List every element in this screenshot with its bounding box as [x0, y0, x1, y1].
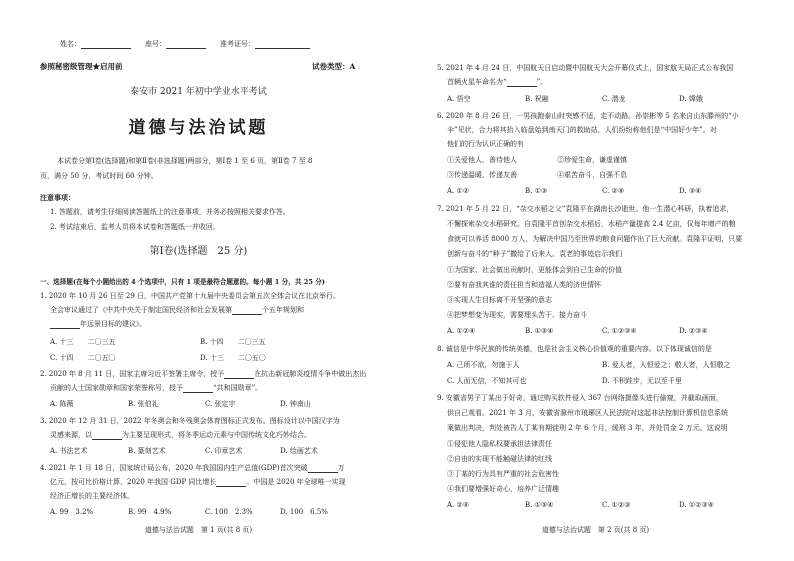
q3-text-a: 灵感来源，以 [50, 431, 92, 439]
q2-option-a[interactable]: A. 陈薇 [50, 400, 74, 408]
q4-text-d: 。中国是 2020 年全球唯一实现 [246, 478, 346, 486]
q5-option-c[interactable]: C. 潜龙 [602, 95, 626, 103]
q1-line-3 [50, 320, 147, 329]
q9-line-3: 案做出判决，判处被告人丁某有期徒刑 2 年 6 个月，缓刑 3 年，并处罚金 2 万元。这说明 [447, 424, 728, 432]
q6-option-c[interactable]: C. ②④ [602, 187, 625, 195]
q5-option-a[interactable]: A. 悟空 [447, 95, 471, 103]
q2-blank-2 [183, 385, 213, 393]
q9-item-1: ①侵犯他人隐私权要承担法律责任 [447, 440, 552, 448]
q1-text-a: 全会审议通过了《中共中央关于制定国民经济和社会发展第 [50, 306, 232, 314]
page-2-footer: 道德与法治试题 第 2 页(共 8 页) [541, 526, 650, 534]
notes-heading: 注意事项： [40, 193, 75, 202]
q7-option-b[interactable]: B. ①③④ [525, 327, 554, 335]
q6-item-1: ①关爱他人，善待他人 [447, 156, 517, 164]
name-label: 姓名： [60, 40, 81, 48]
q3-line-1: 3. 2020 年 12 月 31 日，2022 年冬奥会和冬残奥会体育图标正式发布。图标设计以中国汉字为 [40, 417, 340, 425]
exam-no-blank [255, 41, 310, 49]
q7-item-4: ④把梦想变为现实，需要埋头苦干、接力奋斗 [447, 311, 587, 319]
q8-option-d[interactable]: D. 不积跬步，无以至千里 [602, 377, 682, 385]
q9-item-4: ④我们要增强好奇心，培养广泛情趣 [447, 485, 559, 493]
exam-no-label: 准考证号： [220, 40, 255, 48]
q6-option-a[interactable]: A. ①② [447, 187, 470, 195]
q7-item-1: ①为国家、社会做出贡献时，更能体会到自己生命的价值 [447, 266, 622, 274]
q3-option-c[interactable]: C. 印章艺术 [205, 447, 243, 455]
q2-option-c[interactable]: C. 张定宇 [205, 400, 236, 408]
q9-option-a[interactable]: A. ②④ [447, 501, 470, 509]
q5-text-b: ”。 [536, 78, 548, 86]
q9-option-c[interactable]: C. ①②③ [602, 501, 631, 509]
q6-line-3: 他们的行为认识正确的有 [447, 140, 524, 148]
q2-text-c: 贡献的人士国家勋章和国家荣誉称号，授予 [50, 384, 183, 392]
q9-line-1: 9. 安徽省男子丁某出于好奇，通过购买软件侵入 367 台网络摄像头进行偷窥，并截取画面， [437, 394, 723, 402]
q1-option-a[interactable]: A. 十三 二〇三五 [50, 338, 116, 346]
q3-option-b[interactable]: B. 篆刻艺术 [128, 447, 166, 455]
seat-blank [166, 41, 206, 49]
q1-blank-2 [50, 321, 80, 329]
q1-option-b[interactable]: B. 十四 二〇三五 [200, 338, 266, 346]
q6-item-2: ②珍爱生命，谦虚谨慎 [557, 156, 627, 164]
q2-line-1 [40, 370, 366, 379]
q9-option-b[interactable]: B. ①③④ [525, 501, 554, 509]
q1-text-c: 年远景目标的建议》。 [80, 320, 147, 328]
q5-option-d[interactable]: D. 嫦娥 [679, 95, 703, 103]
q2-text-b: 在抗击新冠肺炎疫情斗争中做出杰出 [254, 370, 367, 378]
q7-option-d[interactable]: D. ②③④ [679, 327, 708, 335]
q6-line-2: 伞”见状，合力将其抬入临盘始到南天门的救助站，人们纷纷称他们是“中国好少年”。对 [447, 126, 717, 134]
q7-item-3: ③实现人生目标离不开坚强的意志 [447, 296, 552, 304]
note-1: 1. 答题前，请考生仔细阅读答题纸上的注意事项，并务必按照相关要求作答。 [50, 208, 290, 216]
q3-blank [92, 432, 122, 440]
q7-line-1: 7. 2021 年 5 月 22 日，“杂交水稻之父”袁隆平在湖南长沙逝世。他一生潜心科研，执着追求， [437, 205, 734, 213]
q4-option-a[interactable]: A. 99 3.2% [50, 508, 94, 516]
q9-item-2: ②自由的实现不能触碰法律的红线 [447, 455, 552, 463]
q7-option-c[interactable]: C. ①②③④ [602, 327, 637, 335]
q7-option-a[interactable]: A. ①②④ [447, 327, 476, 335]
q5-line-2 [447, 78, 547, 87]
q9-line-2: 供自己观看。2021 年 3 月，安徽省滁州市琅琊区人民法院对这起非法控制计算机信息系统 [447, 409, 728, 417]
header-fields [60, 40, 310, 49]
q2-text-a: 2. 2020 年 8 月 11 日，国家主席习近平签署主席令，授予 [40, 370, 225, 378]
q5-line-1: 5. 2021 年 4 月 24 日，中国航天日启动暨中国航天大会开幕仪式上，国家航天局正式公布我国 [437, 64, 734, 72]
q6-item-4: ④艰苦奋斗，自强不息 [557, 171, 627, 179]
q2-option-d[interactable]: D. 钟南山 [280, 400, 311, 408]
q4-line-1 [40, 464, 345, 473]
q1-line-2 [50, 306, 304, 315]
q4-text-a: 4. 2021 年 1 月 18 日，国家统计局公布，2020 年我国国内生产总值(GDP)首次突破 [40, 464, 308, 472]
intro-line-2: 页，满分 50 分，考试时间 60 分钟。 [40, 172, 158, 180]
q4-text-c: 亿元，按可比价格计算，2020 年我国 GDP 同比增长 [50, 478, 217, 486]
subject-title: 道德与法治试题 [128, 118, 269, 138]
q5-text-a: 首辆火星车命名为“ [447, 78, 507, 86]
q4-line-2 [50, 478, 346, 487]
q6-line-1: 6. 2020 年 8 月 26 日，一男孩跑泰山时突感不适，走不动路。孙崇彬等 5 名来自山东滕州的“小 [437, 112, 739, 120]
q2-blank-1 [224, 371, 254, 379]
q4-option-c[interactable]: C. 100 2.3% [205, 508, 253, 516]
q7-item-2: ②要有奋我其谁的责任担当和造福人类的济世情怀 [447, 281, 601, 289]
q9-option-d[interactable]: D. ①②③④ [679, 501, 714, 509]
q5-blank [507, 79, 537, 87]
q1-line-1: 1. 2020 年 10 月 26 日至 29 日，中国共产党第十九届中央委员会第五次全体会议在北京举行。 [40, 292, 341, 300]
paper-type: 试卷类型：A [312, 62, 356, 71]
name-blank [81, 41, 131, 49]
q6-option-b[interactable]: B. ①③ [525, 187, 548, 195]
exam-title: 泰安市 2021 年初中学业水平考试 [130, 87, 267, 97]
q9-item-3: ③丁某的行为具有严重的社会危害性 [447, 470, 559, 478]
q1-blank-1 [232, 307, 262, 315]
q4-text-b: 万 [337, 464, 345, 472]
q1-option-c[interactable]: C. 十四 二〇五〇 [50, 354, 116, 362]
q1-text-b: 个五年规划和 [262, 306, 304, 314]
q6-item-3: ③传递温暖，传递友善 [447, 171, 517, 179]
q3-text-b: 为主要呈现形式，将冬季运动元素与中国传统文化巧妙结合。 [122, 431, 311, 439]
q2-line-2 [50, 384, 262, 393]
q4-option-d[interactable]: D. 100 6.5% [280, 508, 328, 516]
q2-option-b[interactable]: B. 张伯礼 [128, 400, 159, 408]
seat-label: 座号： [145, 40, 166, 48]
q2-text-d: “共和国勋章”。 [213, 384, 263, 392]
intro-line-1: 本试卷分第Ⅰ卷(选择题)和第Ⅱ卷(非选择题)两部分，第Ⅰ卷 1 至 6 页，第Ⅱ卷 7 至 8 [57, 157, 313, 165]
exam-page-2 [397, 0, 794, 561]
q1-option-d[interactable]: D. 十三 二〇五〇 [200, 354, 266, 362]
note-2: 2. 考试结束后，监考人员将本试卷和答题纸一并收回。 [50, 223, 220, 231]
q7-line-4: 创新与奋斗的“种子”撒给了后来人。袁老的事迹启示我们 [447, 250, 623, 258]
q8-option-c[interactable]: C. 人而无信，不知其可也 [447, 377, 527, 385]
q4-line-3: 经济正增长的主要经济体。 [50, 492, 134, 500]
page-1-footer: 道德与法治试题 第 1 页(共 8 页) [144, 526, 253, 534]
q6-option-d[interactable]: D. ③④ [679, 187, 702, 195]
q4-option-b[interactable]: B. 99 4.9% [128, 508, 172, 516]
section-heading: 一、选择题(在每个小题给出的 4 个选项中，只有 1 项是最符合题意的。每小题 1 分，共 25 分) [40, 278, 325, 286]
q4-blank-1 [308, 465, 338, 473]
q8-option-b[interactable]: B. 爱人者，人恒爱之；敬人者，人恒敬之 [602, 361, 731, 369]
q3-option-a[interactable]: A. 书法艺术 [50, 447, 88, 455]
part1-title: 第Ⅰ卷(选择题 25 分) [149, 246, 248, 257]
secret-level: 参照秘密级管理★启用前 [40, 62, 123, 71]
q3-option-d[interactable]: D. 绘画艺术 [280, 447, 318, 455]
q7-line-3: 食就可以养活 8000 万人，为解决中国乃至世界的粮食问题作出了巨大贡献。袁隆平证明，只要 [447, 235, 743, 243]
q7-line-2: 不懈探索杂交水稻研究。自袁隆平首创杂交水稻后，水稻产量提高 2.4 亿亩，仅每年增产的粮 [447, 220, 736, 228]
q3-line-2 [50, 431, 311, 440]
q8-line-1: 8. 诚信是中华民族的传统美德，也是社会主义核心价值观的重要内容。以下体现诚信的是 [437, 345, 712, 353]
q5-option-b[interactable]: B. 祝融 [525, 95, 549, 103]
q8-option-a[interactable]: A. 己所不欲，勿施于人 [447, 361, 520, 369]
q4-blank-2 [216, 479, 246, 487]
